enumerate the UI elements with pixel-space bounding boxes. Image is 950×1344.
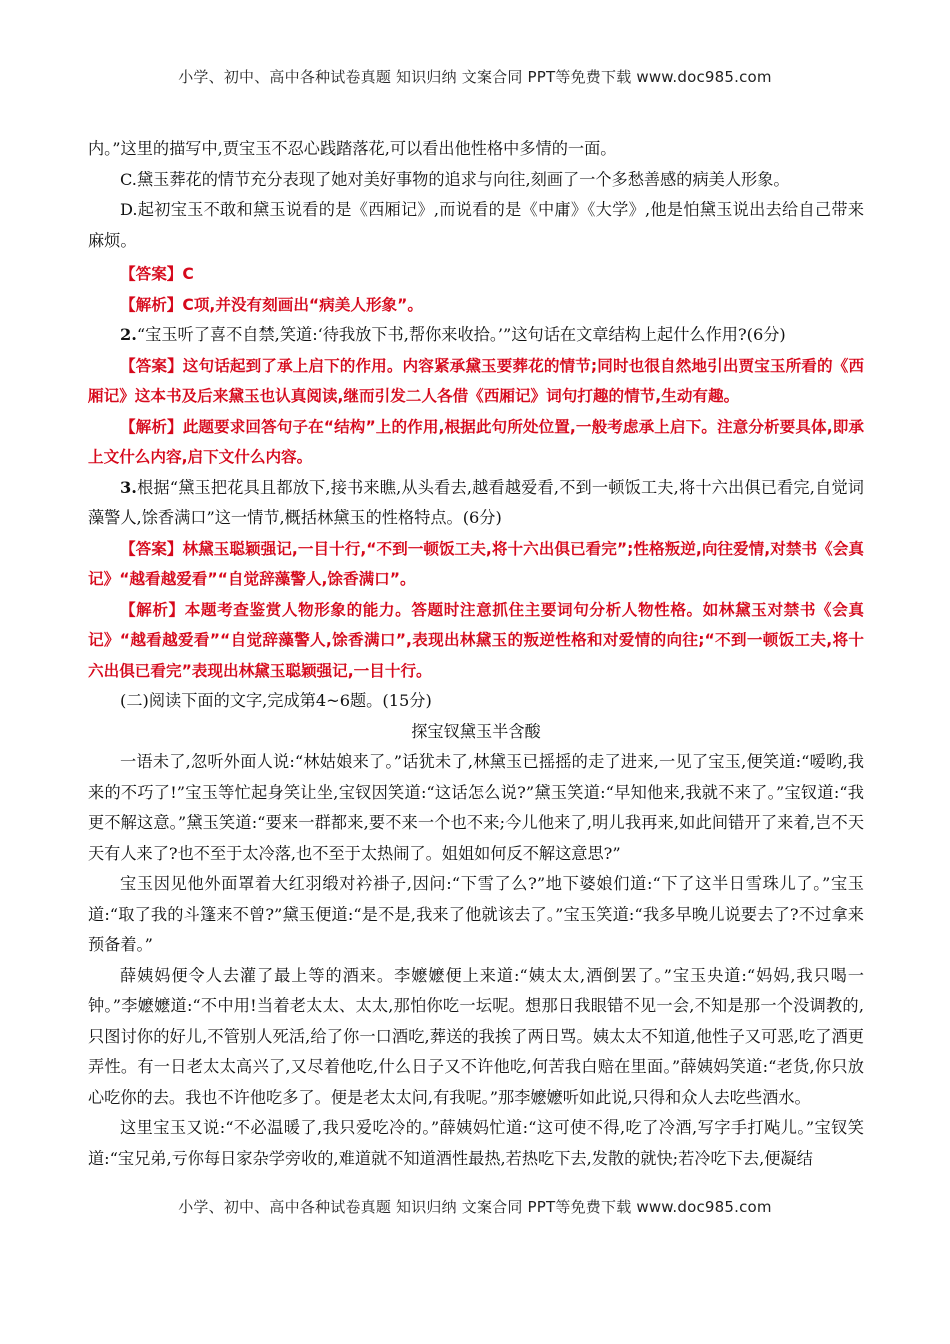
analysis-tag: 【解析】 — [120, 417, 183, 436]
page-header-banner: 小学、初中、高中各种试卷真题 知识归纳 文案合同 PPT等免费下载 www.doc985.com — [178, 68, 772, 86]
analysis-tag: 【解析】 — [120, 600, 185, 619]
question-number: 3. — [120, 477, 137, 497]
answer-text: C — [182, 265, 194, 283]
document-body — [88, 134, 864, 1174]
q1-option-d: D.起初宝玉不敢和黛玉说看的是《西厢记》,而说看的是《中庸》《大学》,他是怕黛玉说出去给自己带来麻烦。 — [88, 200, 864, 250]
answer-text: 林黛玉聪颖强记,一目十行,“不到一顿饭工夫,将十六出俱已看完”;性格叛逆,向往爱情,对禁书《会真记》“越看越爱看”“自觉辞藻警人,馀香满口”。 — [88, 539, 864, 588]
passage-title: 探宝钗黛玉半含酸 — [411, 721, 541, 741]
question-text: “宝玉听了喜不自禁,笑道:‘待我放下书,帮你来收拾。’”这句话在文章结构上起什么作用?(6分) — [136, 325, 786, 344]
answer-text: 这句话起到了承上启下的作用。内容紧承黛玉要葬花的情节;同时也很自然地引出贾宝玉所看的《西厢记》这本书及后来黛玉也认真阅读,继而引发二人各借《西厢记》词句打趣的情节,生动有趣。 — [88, 356, 864, 405]
q2-analysis — [88, 412, 864, 473]
analysis-text: C项,并没有刻画出“病美人形象”。 — [182, 295, 423, 314]
analysis-text: 本题考查鉴赏人物形象的能力。答题时注意抓住主要词句分析人物性格。如林黛玉对禁书《会真记》“越看越爱看”“自觉辞藻警人,馀香满口”,表现出林黛玉的叛逆性格和对爱情的向往;“不到一顿饭工夫,将十六出俱已看完”表现出林黛玉聪颖强记,一目十行。 — [88, 600, 864, 680]
passage-paragraph: 薛姨妈便令人去灌了最上等的酒来。李嬷嬷便上来道:“姨太太,酒倒罢了。”宝玉央道:“妈妈,我只喝一钟。”李嬷嬷道:“不中用!当着老太太、太太,那怕你吃一坛呢。想那日我眼错不见一会,不知是那一个没调教的,只图讨你的好儿,不管别人死活,给了你一口酒吃,葬送的我挨了两日骂。姨太太不知道,他性子又可恶,吃了酒更弄性。有一日老太太高兴了,又尽着他吃,什么日子又不许他吃,何苦我白赔在里面。”薛姨妈笑道:“老货,你只放心吃你的去。我也不许他吃多了。便是老太太问,有我呢。”那李嬷嬷听如此说,只得和众人去吃些酒水。 — [88, 965, 864, 1107]
q2-answer — [88, 351, 864, 412]
analysis-text: 此题要求回答句子在“结构”上的作用,根据此句所处位置,一般考虑承上启下。注意分析要具体,即承上文什么内容,启下文什么内容。 — [88, 417, 864, 466]
q1-option-c: C.黛玉葬花的情节充分表现了她对美好事物的追求与向往,刻画了一个多愁善感的病美人形象。 — [120, 169, 790, 189]
answer-tag: 【答案】 — [120, 539, 183, 558]
section-2-heading: (二)阅读下面的文字,完成第4~6题。(15分) — [120, 691, 432, 710]
answer-tag: 【答案】 — [120, 356, 183, 375]
q1-continued-line: 内。”这里的描写中,贾宝玉不忍心践踏落花,可以看出他性格中多情的一面。 — [88, 139, 617, 158]
passage-paragraph: 宝玉因见他外面罩着大红羽缎对衿褂子,因问:“下雪了么?”地下婆娘们道:“下了这半日雪珠儿了。”宝玉道:“取了我的斗篷来不曾?”黛玉便道:“是不是,我来了他就该去了。”宝玉笑道:“我多早晚儿说要去了?不过拿来预备着。” — [88, 874, 864, 954]
question-number: 2. — [120, 325, 137, 344]
passage-paragraph: 一语未了,忽听外面人说:“林姑娘来了。”话犹未了,林黛玉已摇摇的走了进来,一见了宝玉,便笑道:“嗳哟,我来的不巧了!”宝玉等忙起身笑让坐,宝钗因笑道:“这话怎么说?”黛玉笑道:“早知他来,我就不来了。”宝钗道:“我更不解这意。”黛玉笑道:“要来一群都来,要不来一个也不来;今儿他来了,明儿我再来,如此间错开了来着,岂不天天有人来了?也不至于太冷落,也不至于太热闹了。姐姐如何反不解这意思?” — [88, 752, 864, 863]
answer-tag: 【答案】 — [120, 265, 183, 283]
q3-analysis — [88, 595, 864, 687]
q3-question — [88, 473, 864, 534]
q1-analysis — [88, 290, 864, 321]
analysis-tag: 【解析】 — [120, 295, 183, 314]
question-text: 根据“黛玉把花具且都放下,接书来瞧,从头看去,越看越爱看,不到一顿饭工夫,将十六出俱已看完,自觉词藻警人,馀香满口”这一情节,概括林黛玉的性格特点。(6分) — [88, 477, 864, 527]
q3-answer — [88, 534, 864, 595]
q1-answer — [88, 259, 864, 290]
passage-paragraph: 这里宝玉又说:“不必温暖了,我只爱吃冷的。”薛姨妈忙道:“这可使不得,吃了冷酒,写字手打飐儿。”宝钗笑道:“宝兄弟,亏你每日家杂学旁收的,难道就不知道酒性最热,若热吃下去,发散的就快;若冷吃下去,便凝结 — [88, 1118, 864, 1168]
page-footer-banner: 小学、初中、高中各种试卷真题 知识归纳 文案合同 PPT等免费下载 www.doc985.com — [178, 1198, 772, 1216]
q2-question — [88, 320, 864, 351]
